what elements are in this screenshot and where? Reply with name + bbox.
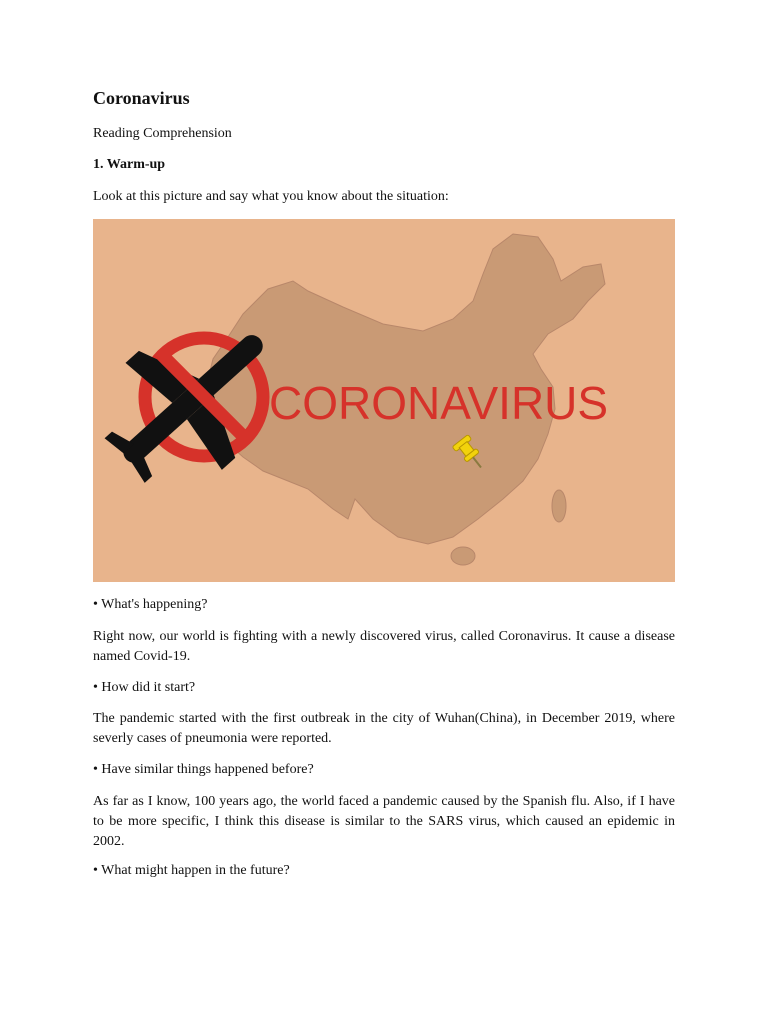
figure-overlay-text: CORONAVIRUS: [269, 377, 609, 429]
question-how-did-it-start: • How did it start?: [93, 680, 196, 695]
answer-similar-things: As far as I know, 100 years ago, the world faced a pandemic caused by the Spanish flu. Also, if I have to be more specific, I think this disease is similar to the SARS virus, which caused an epidemic in 2002.: [93, 794, 675, 849]
warmup-prompt: Look at this picture and say what you know about the situation:: [93, 189, 449, 204]
question-similar-things: • Have similar things happened before?: [93, 762, 314, 777]
document-subtitle: Reading Comprehension: [93, 126, 232, 141]
question-future: • What might happen in the future?: [93, 863, 290, 878]
section-heading: 1. Warm-up: [93, 157, 166, 172]
answer-whats-happening: Right now, our world is fighting with a newly discovered virus, called Coronavirus. It cause a disease named Covid-19.: [93, 629, 675, 664]
china-map-graphic: [93, 219, 675, 582]
coronavirus-illustration: [93, 219, 675, 582]
question-whats-happening: • What's happening?: [93, 597, 208, 612]
document-title: Coronavirus: [93, 88, 190, 108]
answer-how-did-it-start: The pandemic started with the first outbreak in the city of Wuhan(China), in December 2019, where severly cases of pneumonia were reported.: [93, 711, 675, 746]
